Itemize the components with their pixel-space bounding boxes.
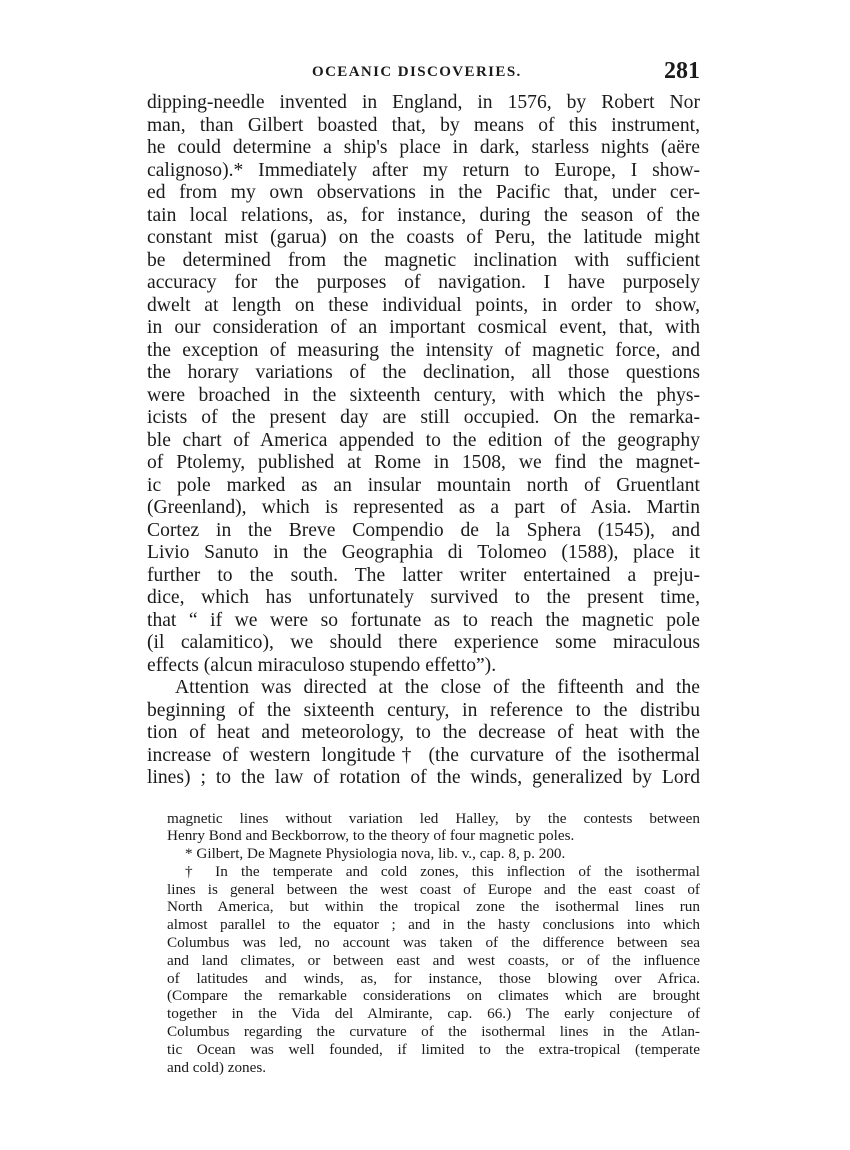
- footnote-line: Henry Bond and Beckborrow, to the theory of four magnetic poles.: [167, 827, 575, 845]
- text-line: Cortez in the Breve Compendio de la Sphera (1545), and: [147, 519, 700, 541]
- book-page: [147, 50, 700, 1076]
- text-line: dwelt at length on these individual points, in order to show,: [147, 294, 700, 316]
- text-line: ed from my own observations in the Pacific that, under cer-: [147, 182, 700, 203]
- footnote-line: † In the temperate and cold zones, this inflection of the isothermal: [185, 862, 700, 880]
- text-line: ic pole marked as an insular mountain north of Gruentlant: [147, 474, 700, 496]
- text-line: further to the south. The latter writer entertained a preju-: [147, 564, 700, 586]
- footnote-line: * Gilbert, De Magnete Physiologia nova, lib. v., cap. 8, p. 200.: [185, 845, 566, 863]
- footnote-line: together in the Vida del Almirante, cap. 66.) The early conjecture of: [167, 1005, 700, 1023]
- text-line: icists of the present day are still occupied. On the remarka-: [147, 407, 700, 428]
- footnote-line: (Compare the remarkable considerations on climates which are brought: [167, 987, 700, 1005]
- text-line: were broached in the sixteenth century, with which the phys-: [147, 384, 700, 406]
- text-line: dice, which has unfortunately survived to the present time,: [147, 587, 700, 608]
- text-line: increase of western longitude† (the curvature of the isothermal: [147, 744, 700, 766]
- footnote-line: and land climates, or between east and west coasts, or of the influence: [167, 951, 700, 969]
- text-line: tain local relations, as, for instance, during the season of the: [147, 204, 700, 226]
- text-line: Livio Sanuto in the Geographia di Tolomeo (1588), place it: [147, 542, 700, 563]
- page-number: 281: [664, 58, 700, 84]
- footnote-line: Columbus regarding the curvature of the isothermal lines in the Atlan-: [167, 1023, 700, 1041]
- main-text: [147, 92, 700, 790]
- text-line: calignoso).* Immediately after my return to Europe, I show-: [147, 159, 700, 181]
- text-line: that “ if we were so fortunate as to reach the magnetic pole: [147, 609, 700, 631]
- text-line: lines) ; to the law of rotation of the winds, generalized by Lord: [147, 767, 700, 788]
- text-line: (Greenland), which is represented as a part of Asia. Martin: [147, 497, 700, 518]
- footnote-line: and cold) zones.: [167, 1058, 267, 1076]
- text-line: accuracy for the purposes of navigation. I have purposely: [147, 272, 700, 293]
- text-line: beginning of the sixteenth century, in reference to the distribu: [147, 699, 700, 721]
- text-line: of Ptolemy, published at Rome in 1508, we find the magnet-: [147, 452, 700, 473]
- footnote-line: of latitudes and winds, as, for instance, those blowing over Africa.: [167, 969, 700, 987]
- text-line: (il calamitico), we should there experience some miraculous: [147, 632, 700, 653]
- text-line: effects (alcun miraculoso stupendo effetto”).: [147, 654, 497, 676]
- text-line: he could determine a ship's place in dark, starless nights (aëre: [147, 137, 700, 158]
- text-line: the exception of measuring the intensity of magnetic force, and: [147, 339, 700, 361]
- footnote-line: almost parallel to the equator ; and in the hasty conclusions into which: [167, 916, 700, 934]
- footnote-line: tic Ocean was well founded, if limited to the extra-tropical (temperate: [167, 1040, 700, 1058]
- text-line: Attention was directed at the close of the fifteenth and the: [175, 677, 700, 698]
- text-line: be determined from the magnetic inclination with sufficient: [147, 249, 700, 271]
- text-line: in our consideration of an important cosmical event, that, with: [147, 317, 700, 338]
- text-line: ble chart of America appended to the edition of the geography: [147, 429, 700, 451]
- text-line: the horary variations of the declination, all those questions: [147, 362, 700, 383]
- text-line: tion of heat and meteorology, to the decrease of heat with the: [147, 722, 700, 743]
- page-header: [147, 50, 700, 92]
- footnote-line: Columbus was led, no account was taken of the difference between sea: [167, 934, 700, 952]
- footnote-line: lines is general between the west coast of Europe and the east coast of: [167, 880, 700, 898]
- text-line: constant mist (garua) on the coasts of Peru, the latitude might: [147, 227, 700, 248]
- footnotes: [147, 810, 700, 1077]
- footnote-line: magnetic lines without variation led Halley, by the contests between: [167, 809, 700, 827]
- text-line: dipping-needle invented in England, in 1576, by Robert Nor: [147, 92, 700, 113]
- running-head: OCEANIC DISCOVERIES.: [312, 64, 522, 80]
- text-line: man, than Gilbert boasted that, by means of this instrument,: [147, 114, 700, 136]
- footnote-line: North America, but within the tropical zone the isothermal lines run: [167, 898, 700, 916]
